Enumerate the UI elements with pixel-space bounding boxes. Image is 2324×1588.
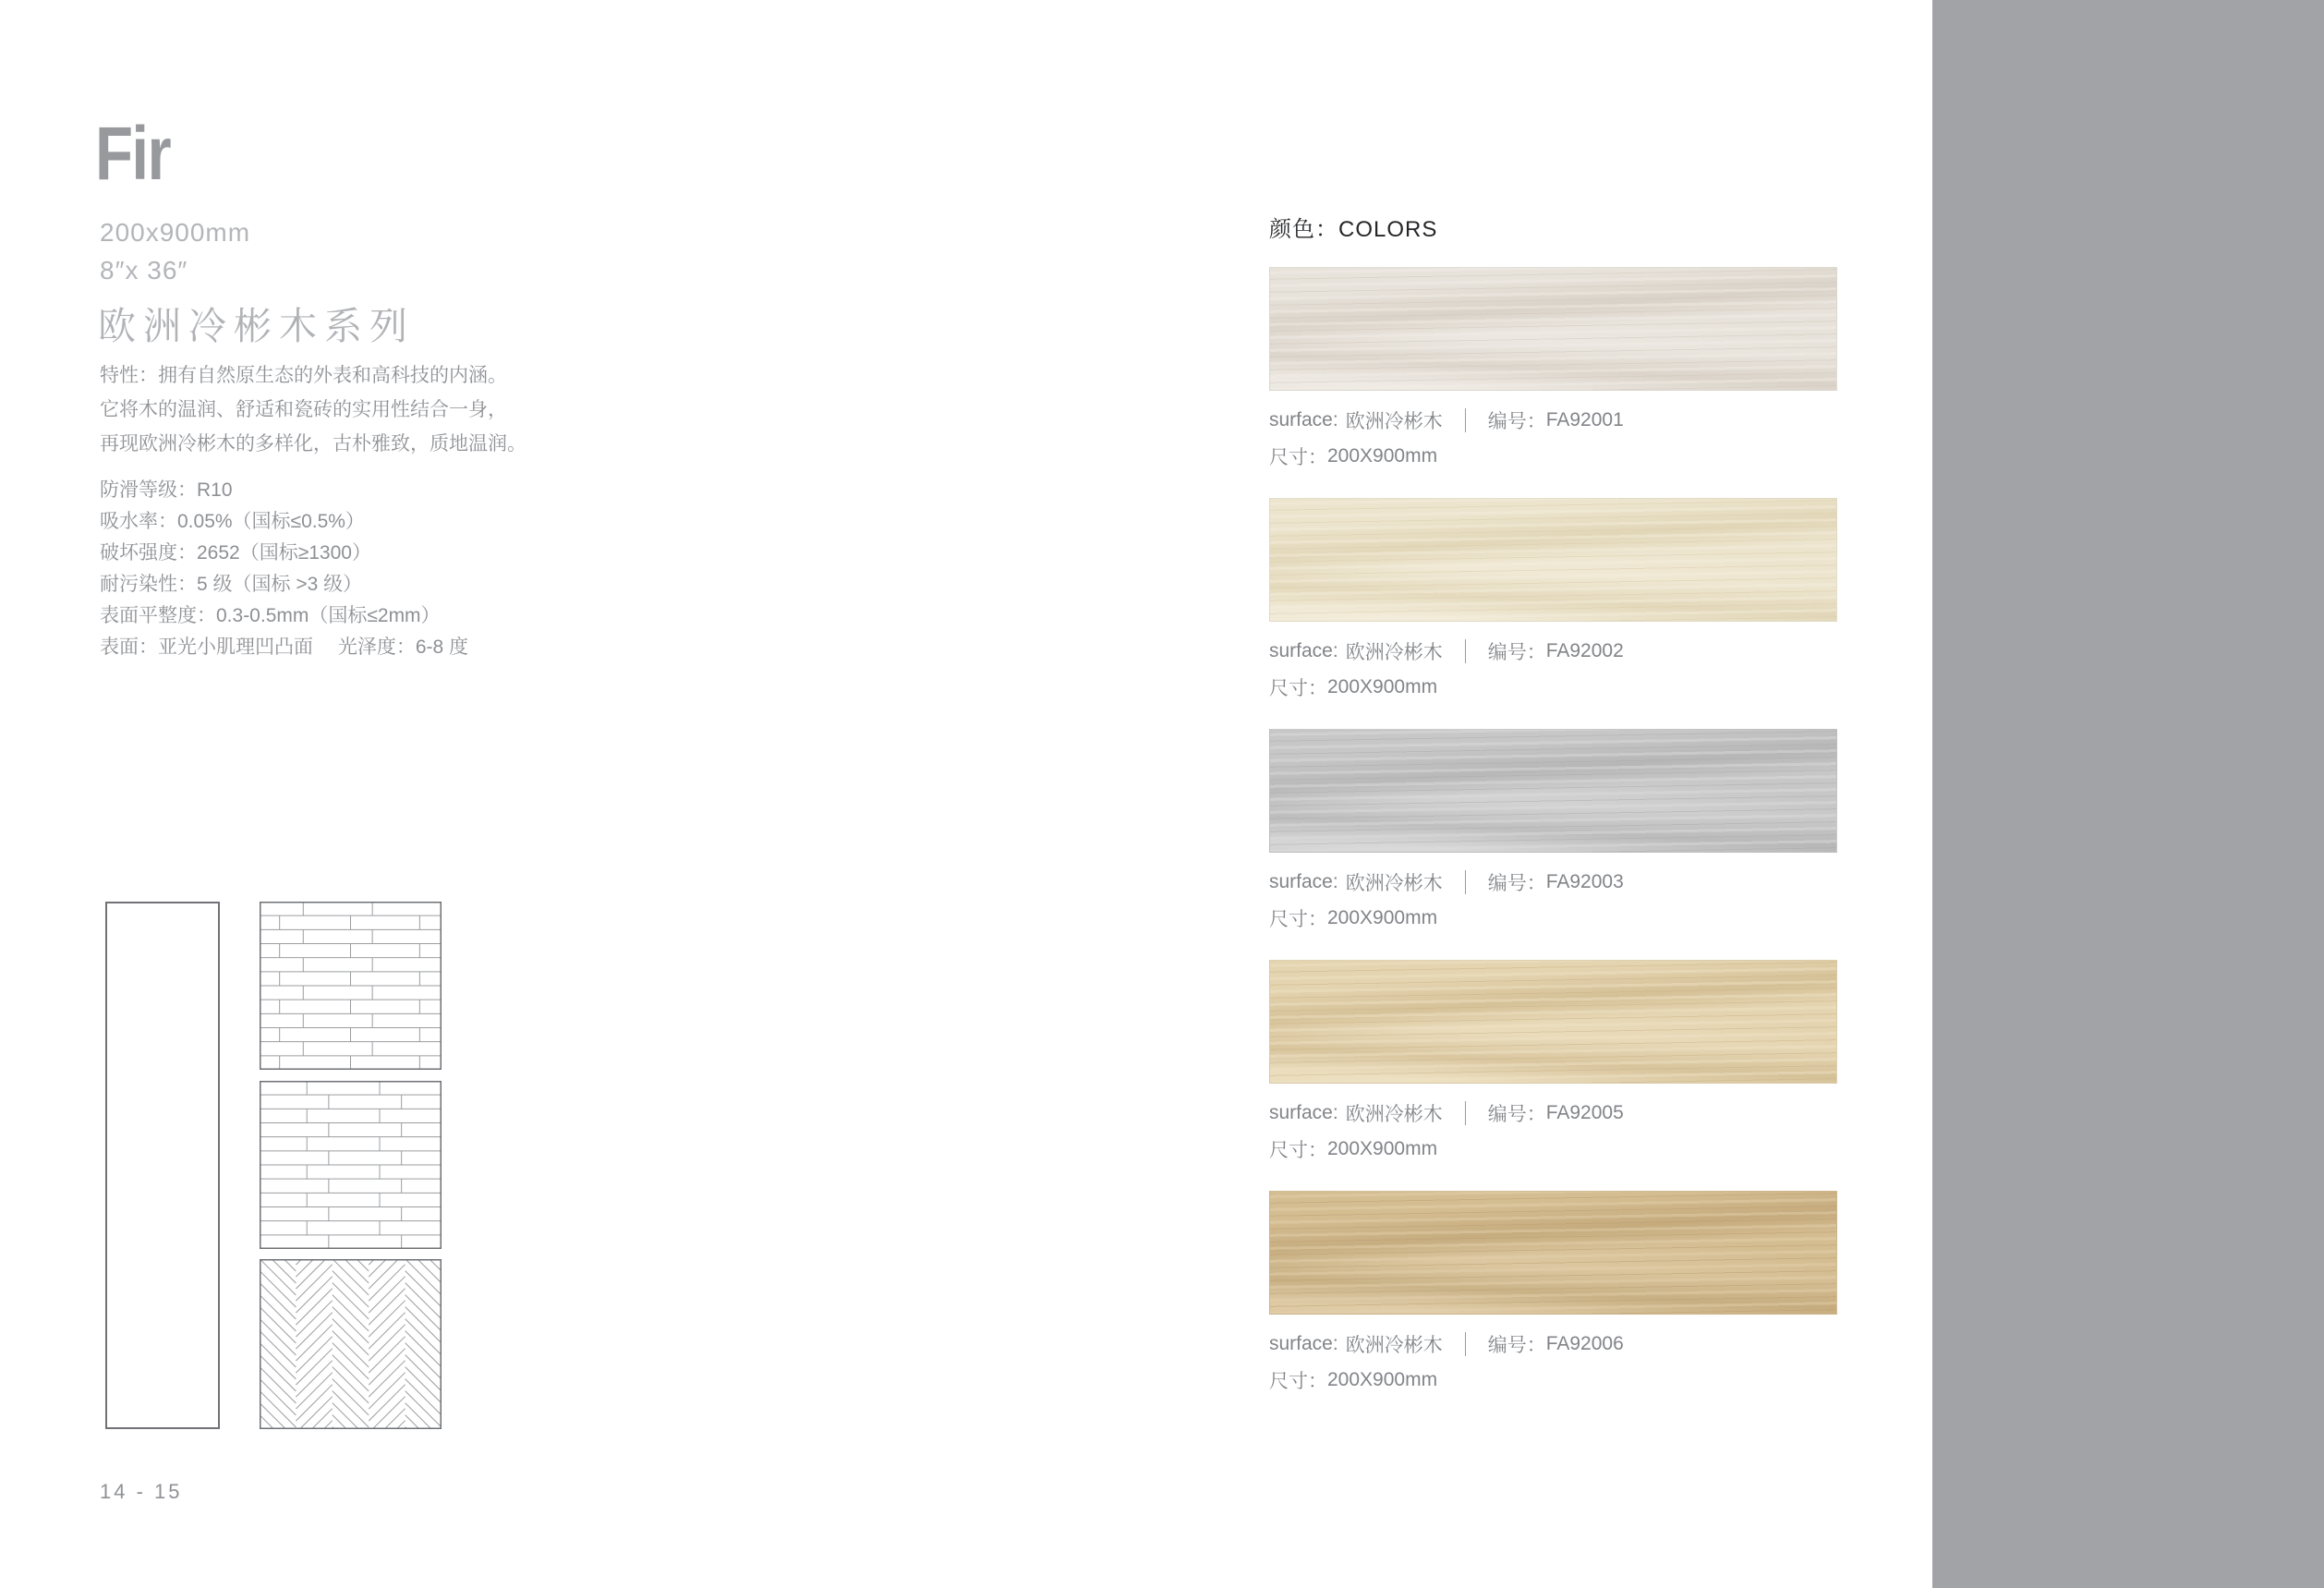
spec-item: 防滑等级：R10 (100, 479, 233, 501)
surface-value: 欧洲冷彬木 (1345, 1335, 1443, 1356)
caption-divider (1465, 870, 1466, 894)
staggered-bond-layout-diagram (260, 1081, 442, 1249)
staggered-bond-icon (260, 1081, 442, 1249)
code-label: 编号： (1487, 1104, 1546, 1125)
surface-value: 欧洲冷彬木 (1345, 1104, 1443, 1125)
running-bond-layout-diagram (260, 902, 442, 1070)
colors-heading: 颜色：COLORS (1269, 217, 1438, 242)
swatch-caption (1269, 622, 1837, 701)
description-line: 特性：拥有自然原生态的外表和高科技的内涵。 (100, 365, 507, 386)
product-code: FA92006 (1545, 1333, 1624, 1354)
size-value: 200X900mm (1327, 676, 1438, 697)
tile-swatch-image (1269, 729, 1837, 853)
size-label: 尺寸： (1269, 909, 1327, 930)
caption-divider (1465, 1332, 1466, 1356)
single-plank-outline-diagram (105, 902, 220, 1429)
caption-divider (1465, 408, 1466, 432)
running-bond-icon (260, 902, 442, 1070)
description-line: 它将木的温润、舒适和瓷砖的实用性结合一身， (100, 399, 507, 420)
swatch-list (1269, 267, 1837, 1394)
size-label: 尺寸： (1269, 1140, 1327, 1161)
page-edge-band (1932, 0, 2324, 1588)
product-title: Fir (95, 112, 171, 196)
surface-label: surface: (1269, 1102, 1338, 1123)
spec-item: 破坏强度：2652（国标≥1300） (100, 542, 371, 564)
series-description (100, 358, 527, 461)
tile-swatch-image (1269, 498, 1837, 622)
code-label: 编号： (1487, 873, 1546, 894)
code-label: 编号： (1487, 411, 1546, 432)
surface-label: surface: (1269, 871, 1338, 892)
size-label: 尺寸： (1269, 1371, 1327, 1392)
size-value: 200X900mm (1327, 1138, 1438, 1159)
product-code: FA92003 (1545, 871, 1624, 892)
series-title: 欧洲冷彬木系列 (98, 305, 415, 347)
size-label: 尺寸： (1269, 447, 1327, 468)
size-mm-label: 200x900mm (100, 218, 251, 247)
page-number: 14 - 15 (100, 1480, 183, 1503)
herringbone-icon (260, 1259, 442, 1429)
swatch-card (1269, 729, 1837, 960)
swatch-caption (1269, 1084, 1837, 1163)
swatch-caption (1269, 1315, 1837, 1394)
size-label: 尺寸： (1269, 678, 1327, 699)
product-code: FA92001 (1545, 409, 1624, 430)
surface-label: surface: (1269, 1333, 1338, 1354)
herringbone-layout-diagram (260, 1259, 442, 1429)
surface-value: 欧洲冷彬木 (1345, 873, 1443, 894)
spec-list (100, 475, 468, 663)
swatch-card (1269, 498, 1837, 729)
swatch-card (1269, 267, 1837, 498)
swatch-caption (1269, 853, 1837, 932)
swatch-card (1269, 1191, 1837, 1394)
tile-swatch-image (1269, 960, 1837, 1084)
size-value: 200X900mm (1327, 1369, 1438, 1390)
tile-swatch-image (1269, 1191, 1837, 1315)
caption-divider (1465, 639, 1466, 663)
spec-item: 表面平整度：0.3-0.5mm（国标≤2mm） (100, 605, 441, 626)
product-code: FA92002 (1545, 640, 1624, 661)
swatch-card (1269, 960, 1837, 1191)
caption-divider (1465, 1101, 1466, 1125)
product-code: FA92005 (1545, 1102, 1624, 1123)
swatch-caption (1269, 391, 1837, 470)
surface-label: surface: (1269, 640, 1338, 661)
size-inch-label: 8″x 36″ (100, 256, 188, 285)
spec-item: 耐污染性：5 级（国标 >3 级） (100, 574, 363, 595)
tile-swatch-image (1269, 267, 1837, 391)
spec-item: 表面：亚光小肌理凹凸面 光泽度：6-8 度 (100, 636, 469, 658)
surface-value: 欧洲冷彬木 (1345, 642, 1443, 663)
surface-value: 欧洲冷彬木 (1345, 411, 1443, 432)
code-label: 编号： (1487, 1335, 1546, 1356)
size-value: 200X900mm (1327, 445, 1438, 467)
code-label: 编号： (1487, 642, 1546, 663)
surface-label: surface: (1269, 409, 1338, 430)
size-value: 200X900mm (1327, 907, 1438, 928)
description-line: 再现欧洲冷彬木的多样化，古朴雅致，质地温润。 (100, 433, 527, 455)
spec-item: 吸水率：0.05%（国标≤0.5%） (100, 511, 365, 532)
